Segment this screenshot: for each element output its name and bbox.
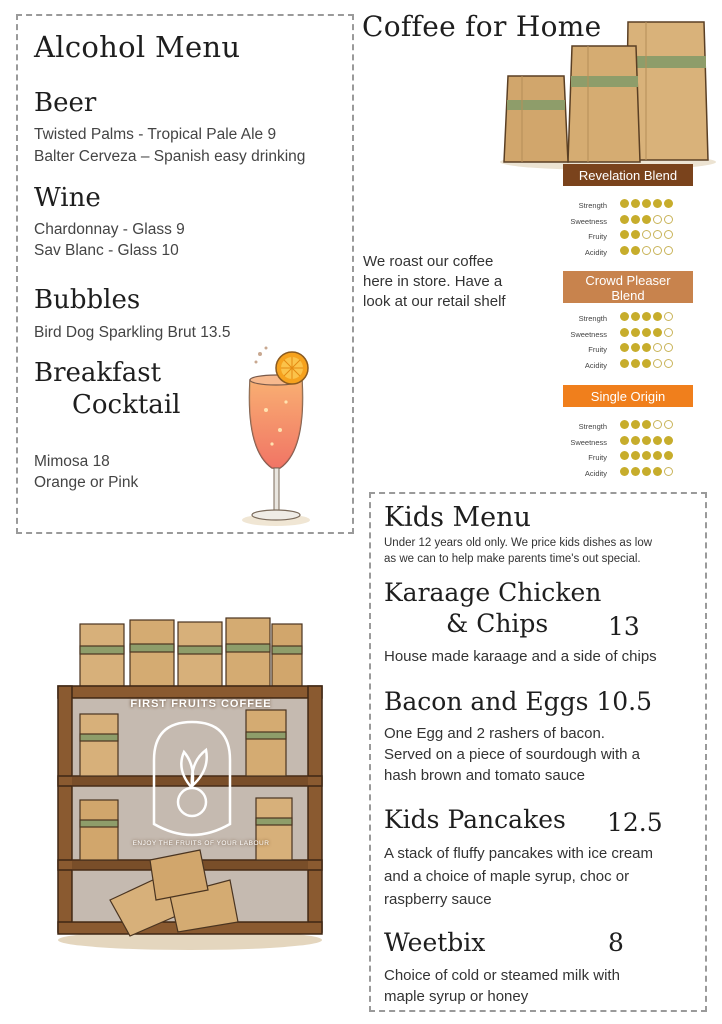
bubbles-item: Bird Dog Sparkling Brut 13.5 <box>34 324 231 341</box>
rating-dot-empty-icon <box>653 246 662 255</box>
rating-dot-filled-icon <box>631 451 640 460</box>
rating-dot-filled-icon <box>631 312 640 321</box>
coffee-bags-illustration <box>496 14 718 170</box>
logo-text-arc: FIRST FRUITS COFFEE <box>130 698 272 710</box>
rating-row <box>563 467 693 481</box>
rating-dots <box>620 467 675 485</box>
rating-dot-filled-icon <box>620 246 629 255</box>
rating-dot-filled-icon <box>642 328 651 337</box>
rating-dot-empty-icon <box>664 312 673 321</box>
rating-dot-filled-icon <box>620 312 629 321</box>
blend-badge-single-origin: Single Origin <box>563 385 693 407</box>
rating-dots <box>620 359 675 377</box>
rating-dot-empty-icon <box>653 420 662 429</box>
alcohol-menu-title: Alcohol Menu <box>34 30 241 64</box>
rating-row <box>563 215 693 229</box>
wine-item: Sav Blanc - Glass 10 <box>34 242 179 259</box>
rating-label: Fruity <box>588 232 607 241</box>
cocktail-heading: Cocktail <box>72 390 181 420</box>
rating-dot-filled-icon <box>642 359 651 368</box>
kids-item-price: 12.5 <box>607 808 663 837</box>
rating-dot-filled-icon <box>620 199 629 208</box>
rating-dot-filled-icon <box>620 343 629 352</box>
rating-dot-filled-icon <box>642 343 651 352</box>
rating-label: Sweetness <box>570 329 607 339</box>
bubbles-heading: Bubbles <box>34 285 141 315</box>
rating-dot-filled-icon <box>620 451 629 460</box>
rating-dot-filled-icon <box>620 436 629 445</box>
rating-dot-empty-icon <box>642 230 651 239</box>
beer-item: Balter Cerveza – Spanish easy drinking <box>34 148 306 165</box>
rating-dot-empty-icon <box>642 246 651 255</box>
rating-dot-empty-icon <box>664 246 673 255</box>
rating-dot-filled-icon <box>642 199 651 208</box>
rating-row <box>563 246 693 260</box>
rating-label: Acidity <box>584 247 607 257</box>
kids-item-desc: One Egg and 2 rashers of bacon. Served on a piece of sourdough with a hash brown and tomato sauce <box>384 725 641 784</box>
kids-item-price: 13 <box>608 612 640 641</box>
rating-dot-empty-icon <box>664 359 673 368</box>
rating-dot-filled-icon <box>620 359 629 368</box>
rating-dot-filled-icon <box>642 451 651 460</box>
cocktail-heading: Breakfast <box>34 358 162 388</box>
rating-dot-empty-icon <box>664 215 673 224</box>
kids-item-name: Kids Pancakes <box>384 805 566 834</box>
rating-row <box>563 312 693 326</box>
rating-dot-filled-icon <box>653 199 662 208</box>
rating-label: Fruity <box>588 453 607 462</box>
rating-dot-empty-icon <box>664 343 673 352</box>
rating-dot-empty-icon <box>664 230 673 239</box>
blend-badge-revelation: Revelation Blend <box>563 164 693 186</box>
coffee-blurb: We roast our coffee here in store. Have a look at our retail shelf <box>363 253 506 310</box>
cocktail-item: Orange or Pink <box>34 474 139 491</box>
coffee-shelf-illustration <box>50 610 330 952</box>
rating-dot-filled-icon <box>653 467 662 476</box>
rating-label: Strength <box>578 201 607 210</box>
rating-dot-filled-icon <box>620 467 629 476</box>
blend-badge-crowd-pleaser: Crowd Pleaser Blend <box>563 271 693 303</box>
kids-item-price: 8 <box>608 928 624 957</box>
kids-item-name: Bacon and Eggs 10.5 <box>384 687 653 716</box>
rating-dot-filled-icon <box>631 359 640 368</box>
cocktail-glass-illustration <box>228 340 328 530</box>
kids-item-name: Weetbix <box>384 928 486 957</box>
rating-label: Fruity <box>588 345 607 354</box>
rating-label: Sweetness <box>570 437 607 447</box>
rating-dot-filled-icon <box>620 420 629 429</box>
rating-label: Acidity <box>584 360 607 370</box>
wine-heading: Wine <box>34 183 101 213</box>
beer-heading: Beer <box>34 88 97 118</box>
kids-item-desc: House made karaage and a side of chips <box>384 648 657 665</box>
wine-item: Chardonnay - Glass 9 <box>34 221 185 238</box>
rating-dot-filled-icon <box>631 467 640 476</box>
coffee-for-home-title: Coffee for Home <box>362 10 602 43</box>
rating-dot-filled-icon <box>631 420 640 429</box>
rating-dot-empty-icon <box>664 467 673 476</box>
rating-dot-empty-icon <box>653 215 662 224</box>
rating-dot-filled-icon <box>642 436 651 445</box>
beer-item: Twisted Palms - Tropical Pale Ale 9 <box>34 126 277 143</box>
rating-dot-filled-icon <box>664 199 673 208</box>
rating-label: Strength <box>578 422 607 431</box>
kids-menu-title: Kids Menu <box>384 502 531 533</box>
rating-row <box>563 199 693 213</box>
rating-row <box>563 436 693 450</box>
rating-dot-filled-icon <box>631 230 640 239</box>
kids-item-price: 10.5 <box>596 687 653 716</box>
rating-dot-filled-icon <box>664 436 673 445</box>
rating-row <box>563 359 693 373</box>
rating-row <box>563 343 693 357</box>
rating-dot-filled-icon <box>653 436 662 445</box>
rating-label: Acidity <box>584 468 607 478</box>
kids-item-desc: Choice of cold or steamed milk with maple syrup or honey <box>384 967 620 1005</box>
rating-dot-filled-icon <box>631 246 640 255</box>
logo-text-sub: ENJOY THE FRUITS OF YOUR LABOUR <box>132 840 270 847</box>
rating-dot-empty-icon <box>653 359 662 368</box>
rating-dot-filled-icon <box>642 312 651 321</box>
rating-row <box>563 230 693 244</box>
rating-dot-filled-icon <box>620 215 629 224</box>
rating-label: Sweetness <box>570 216 607 226</box>
rating-dot-filled-icon <box>620 328 629 337</box>
rating-dot-filled-icon <box>653 328 662 337</box>
rating-dot-filled-icon <box>620 230 629 239</box>
kids-item-desc: A stack of fluffy pancakes with ice cream and a choice of maple syrup, choc or raspberry sauce <box>384 845 654 908</box>
rating-dot-filled-icon <box>631 215 640 224</box>
rating-dot-filled-icon <box>642 215 651 224</box>
rating-dot-filled-icon <box>653 451 662 460</box>
kids-item-name: Karaage Chicken <box>384 578 602 607</box>
rating-label: Strength <box>578 314 607 323</box>
rating-dot-filled-icon <box>653 312 662 321</box>
rating-dot-filled-icon <box>631 343 640 352</box>
rating-dot-filled-icon <box>664 451 673 460</box>
rating-dot-filled-icon <box>631 436 640 445</box>
rating-dot-filled-icon <box>631 328 640 337</box>
rating-row <box>563 328 693 342</box>
rating-dot-filled-icon <box>642 467 651 476</box>
rating-dot-empty-icon <box>664 328 673 337</box>
kids-menu-note: Under 12 years old only. We price kids dishes as low as we can to help make parents time's out special. <box>384 537 653 565</box>
rating-dot-empty-icon <box>664 420 673 429</box>
rating-dots <box>620 246 675 264</box>
cocktail-item: Mimosa 18 <box>34 453 110 470</box>
rating-row <box>563 451 693 465</box>
rating-dot-filled-icon <box>631 199 640 208</box>
kids-item-name: & Chips <box>446 609 549 638</box>
rating-dot-empty-icon <box>653 343 662 352</box>
rating-dot-filled-icon <box>642 420 651 429</box>
rating-row <box>563 420 693 434</box>
rating-dot-empty-icon <box>653 230 662 239</box>
